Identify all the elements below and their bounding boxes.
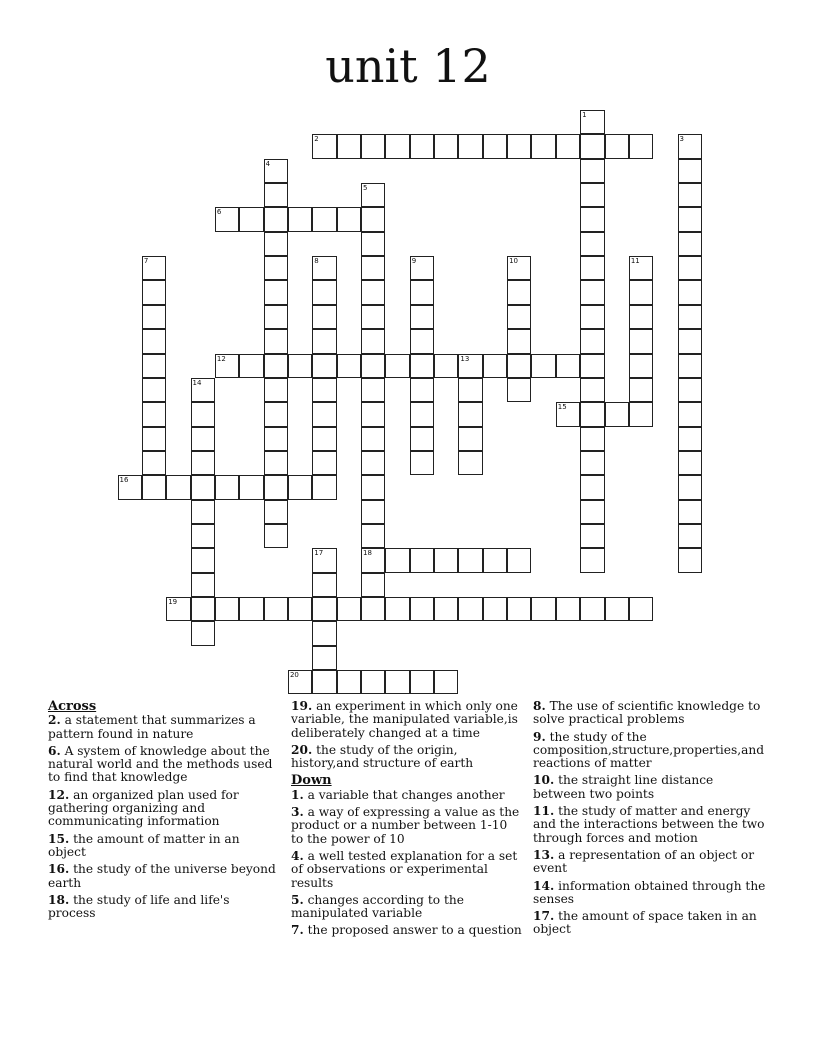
clues-column-1 bbox=[48, 700, 278, 924]
grid-cell[interactable] bbox=[458, 451, 482, 475]
down-clue-13: 13. a representation of an object or event bbox=[533, 847, 755, 876]
grid-cell[interactable] bbox=[361, 548, 385, 572]
grid-cell[interactable] bbox=[361, 256, 385, 280]
grid-cell[interactable] bbox=[556, 597, 580, 621]
grid-cell[interactable] bbox=[483, 597, 507, 621]
grid-cell[interactable] bbox=[678, 500, 702, 524]
grid-cell[interactable] bbox=[312, 207, 336, 231]
grid-cell[interactable] bbox=[191, 427, 215, 451]
grid-cell[interactable] bbox=[361, 597, 385, 621]
grid-cell[interactable] bbox=[191, 597, 215, 621]
grid-cell[interactable] bbox=[337, 670, 361, 694]
grid-cell[interactable] bbox=[678, 232, 702, 256]
grid-cell[interactable] bbox=[361, 232, 385, 256]
grid-cell[interactable] bbox=[458, 548, 482, 572]
grid-cell[interactable] bbox=[337, 207, 361, 231]
grid-cell[interactable] bbox=[264, 500, 288, 524]
grid-cell[interactable] bbox=[629, 329, 653, 353]
grid-cell[interactable] bbox=[580, 548, 604, 572]
grid-cell[interactable] bbox=[264, 597, 288, 621]
grid-cell[interactable] bbox=[580, 110, 604, 134]
grid-cell[interactable] bbox=[312, 621, 336, 645]
down-clue-8: 8. The use of scientific knowledge to solve practical problems bbox=[533, 699, 761, 727]
grid-cell[interactable] bbox=[288, 475, 312, 499]
grid-cell[interactable] bbox=[580, 305, 604, 329]
grid-cell[interactable] bbox=[507, 597, 531, 621]
grid-cell[interactable] bbox=[191, 573, 215, 597]
across-clue-6: 6. A system of knowledge about the natural world and the methods used to find that knowledge bbox=[48, 743, 273, 785]
across-clue-18: 18. the study of life and life's process bbox=[48, 892, 230, 921]
grid-cell[interactable] bbox=[580, 354, 604, 378]
cell-number: 10 bbox=[509, 257, 519, 266]
grid-cell[interactable] bbox=[678, 402, 702, 426]
grid-cell[interactable] bbox=[531, 354, 555, 378]
grid-cell[interactable] bbox=[142, 427, 166, 451]
grid-cell[interactable] bbox=[556, 402, 580, 426]
grid-cell[interactable] bbox=[312, 305, 336, 329]
grid-cell[interactable] bbox=[361, 134, 385, 158]
grid-cell[interactable] bbox=[458, 427, 482, 451]
grid-cell[interactable] bbox=[458, 354, 482, 378]
grid-cell[interactable] bbox=[580, 524, 604, 548]
grid-cell[interactable] bbox=[580, 280, 604, 304]
across-clue-19: 19. an experiment in which only one variable, the manipulated variable,is deliberately changed at a time bbox=[291, 699, 518, 740]
grid-cell[interactable] bbox=[410, 548, 434, 572]
grid-cell[interactable] bbox=[678, 280, 702, 304]
grid-cell[interactable] bbox=[312, 329, 336, 353]
grid-cell[interactable] bbox=[142, 475, 166, 499]
puzzle-title: unit 12 bbox=[325, 39, 491, 93]
grid-cell[interactable] bbox=[312, 548, 336, 572]
grid-cell[interactable] bbox=[361, 378, 385, 402]
grid-cell[interactable] bbox=[434, 597, 458, 621]
grid-cell[interactable] bbox=[361, 427, 385, 451]
grid-cell[interactable] bbox=[580, 183, 604, 207]
clues-column-2 bbox=[291, 700, 523, 942]
grid-cell[interactable] bbox=[605, 134, 629, 158]
grid-cell[interactable] bbox=[507, 378, 531, 402]
down-clue-17: 17. the amount of space taken in an object bbox=[533, 909, 757, 937]
grid-cell[interactable] bbox=[458, 597, 482, 621]
across-heading: Across bbox=[48, 699, 97, 714]
grid-cell[interactable] bbox=[312, 573, 336, 597]
grid-cell[interactable] bbox=[264, 159, 288, 183]
grid-cell[interactable] bbox=[434, 354, 458, 378]
grid-cell[interactable] bbox=[678, 451, 702, 475]
grid-cell[interactable] bbox=[264, 524, 288, 548]
grid-cell[interactable] bbox=[556, 354, 580, 378]
grid-cell[interactable] bbox=[264, 183, 288, 207]
grid-cell[interactable] bbox=[264, 329, 288, 353]
grid-cell[interactable] bbox=[215, 597, 239, 621]
grid-cell[interactable] bbox=[629, 280, 653, 304]
grid-cell[interactable] bbox=[410, 402, 434, 426]
grid-cell[interactable] bbox=[531, 134, 555, 158]
grid-cell[interactable] bbox=[483, 548, 507, 572]
grid-cell[interactable] bbox=[142, 305, 166, 329]
grid-cell[interactable] bbox=[312, 451, 336, 475]
across-clue-2: 2. a statement that summarizes a pattern found in nature bbox=[48, 713, 256, 741]
down-clue-7: 7. the proposed answer to a question bbox=[291, 923, 522, 938]
grid-cell[interactable] bbox=[361, 573, 385, 597]
cell-number: 6 bbox=[216, 208, 222, 217]
down-clue-1: 1. a variable that changes another bbox=[291, 787, 505, 802]
cell-number: 18 bbox=[363, 549, 372, 558]
grid-cell[interactable] bbox=[678, 159, 702, 183]
grid-cell[interactable] bbox=[142, 280, 166, 304]
grid-cell[interactable] bbox=[142, 451, 166, 475]
grid-cell[interactable] bbox=[361, 524, 385, 548]
grid-cell[interactable] bbox=[605, 597, 629, 621]
grid-cell[interactable] bbox=[507, 256, 531, 280]
grid-cell[interactable] bbox=[361, 670, 385, 694]
grid-cell[interactable] bbox=[385, 670, 409, 694]
grid-cell[interactable] bbox=[361, 354, 385, 378]
cell-number: 8 bbox=[314, 257, 319, 266]
grid-cell[interactable] bbox=[361, 500, 385, 524]
grid-cell[interactable] bbox=[312, 256, 336, 280]
grid-cell[interactable] bbox=[410, 305, 434, 329]
grid-cell[interactable] bbox=[458, 134, 482, 158]
grid-cell[interactable] bbox=[580, 451, 604, 475]
grid-cell[interactable] bbox=[142, 329, 166, 353]
grid-cell[interactable] bbox=[580, 378, 604, 402]
cell-number: 20 bbox=[289, 671, 299, 680]
grid-cell[interactable] bbox=[142, 378, 166, 402]
grid-cell[interactable] bbox=[239, 207, 263, 231]
grid-cell[interactable] bbox=[385, 354, 409, 378]
grid-cell[interactable] bbox=[580, 475, 604, 499]
cell-number: 15 bbox=[557, 403, 567, 412]
grid-cell[interactable] bbox=[264, 256, 288, 280]
grid-cell[interactable] bbox=[264, 207, 288, 231]
grid-cell[interactable] bbox=[507, 305, 531, 329]
grid-cell[interactable] bbox=[678, 329, 702, 353]
grid-cell[interactable] bbox=[142, 354, 166, 378]
grid-cell[interactable] bbox=[580, 500, 604, 524]
grid-cell[interactable] bbox=[629, 305, 653, 329]
grid-cell[interactable] bbox=[312, 597, 336, 621]
grid-cell[interactable] bbox=[142, 256, 166, 280]
grid-cell[interactable] bbox=[361, 280, 385, 304]
grid-cell[interactable] bbox=[507, 354, 531, 378]
grid-cell[interactable] bbox=[410, 354, 434, 378]
down-clue-4: 4. a well tested explanation for a set of observations or experimental results bbox=[291, 848, 518, 890]
grid-cell[interactable] bbox=[264, 354, 288, 378]
grid-cell[interactable] bbox=[215, 207, 239, 231]
across-clue-12: 12. an organized plan used for gathering organizing and communicating information bbox=[48, 787, 239, 829]
down-clue-5: 5. changes according to the manipulated variable bbox=[291, 892, 464, 921]
cell-number: 19 bbox=[168, 598, 178, 606]
grid-cell[interactable] bbox=[361, 329, 385, 353]
grid-cell[interactable] bbox=[580, 329, 604, 353]
grid-cell[interactable] bbox=[264, 305, 288, 329]
grid-cell[interactable] bbox=[239, 354, 263, 378]
grid-cell[interactable] bbox=[678, 354, 702, 378]
grid-cell[interactable] bbox=[458, 378, 482, 402]
grid-cell[interactable] bbox=[312, 280, 336, 304]
grid-cell[interactable] bbox=[142, 402, 166, 426]
across-clue-20: 20. the study of the origin, history,and structure of earth bbox=[291, 742, 474, 771]
grid-cell[interactable] bbox=[337, 354, 361, 378]
grid-cell[interactable] bbox=[312, 646, 336, 670]
grid-cell[interactable] bbox=[191, 402, 215, 426]
grid-cell[interactable] bbox=[264, 451, 288, 475]
grid-cell[interactable] bbox=[678, 207, 702, 231]
grid-cell[interactable] bbox=[312, 354, 336, 378]
grid-cell[interactable] bbox=[191, 524, 215, 548]
grid-cell[interactable] bbox=[312, 670, 336, 694]
grid-cell[interactable] bbox=[410, 256, 434, 280]
cell-number: 1 bbox=[582, 111, 587, 119]
grid-cell[interactable] bbox=[483, 134, 507, 158]
grid-cell[interactable] bbox=[191, 500, 215, 524]
grid-cell[interactable] bbox=[678, 548, 702, 572]
grid-cell[interactable] bbox=[264, 427, 288, 451]
grid-cell[interactable] bbox=[580, 134, 604, 158]
grid-cell[interactable] bbox=[166, 597, 190, 621]
grid-cell[interactable] bbox=[678, 378, 702, 402]
grid-cell[interactable] bbox=[264, 475, 288, 499]
grid-cell[interactable] bbox=[239, 475, 263, 499]
grid-cell[interactable] bbox=[580, 597, 604, 621]
grid-cell[interactable] bbox=[483, 354, 507, 378]
grid-cell[interactable] bbox=[410, 329, 434, 353]
grid-cell[interactable] bbox=[288, 670, 312, 694]
grid-cell[interactable] bbox=[678, 134, 702, 158]
grid-cell[interactable] bbox=[312, 134, 336, 158]
grid-cell[interactable] bbox=[410, 378, 434, 402]
down-clue-3: 3. a way of expressing a value as the product or a number between 1-10 to the power of 10 bbox=[291, 805, 520, 846]
grid-cell[interactable] bbox=[191, 475, 215, 499]
grid-cell[interactable] bbox=[629, 378, 653, 402]
grid-cell[interactable] bbox=[458, 402, 482, 426]
grid-cell[interactable] bbox=[385, 134, 409, 158]
cell-number: 14 bbox=[192, 378, 202, 387]
grid-cell[interactable] bbox=[264, 378, 288, 402]
grid-cell[interactable] bbox=[264, 280, 288, 304]
grid-cell[interactable] bbox=[556, 134, 580, 158]
grid-cell[interactable] bbox=[288, 597, 312, 621]
grid-cell[interactable] bbox=[580, 232, 604, 256]
grid-cell[interactable] bbox=[312, 475, 336, 499]
cell-number: 3 bbox=[679, 135, 685, 144]
grid-cell[interactable] bbox=[507, 548, 531, 572]
grid-cell[interactable] bbox=[264, 402, 288, 426]
grid-cell[interactable] bbox=[678, 427, 702, 451]
grid-cell[interactable] bbox=[118, 475, 142, 499]
grid-cell[interactable] bbox=[361, 305, 385, 329]
grid-cell[interactable] bbox=[191, 451, 215, 475]
grid-cell[interactable] bbox=[678, 183, 702, 207]
grid-cell[interactable] bbox=[629, 402, 653, 426]
grid-cell[interactable] bbox=[531, 597, 555, 621]
grid-cell[interactable] bbox=[678, 256, 702, 280]
grid-cell[interactable] bbox=[410, 427, 434, 451]
grid-cell[interactable] bbox=[191, 378, 215, 402]
grid-cell[interactable] bbox=[580, 402, 604, 426]
grid-cell[interactable] bbox=[605, 402, 629, 426]
cell-number: 17 bbox=[314, 549, 324, 558]
down-clue-10: 10. the straight line distance between two points bbox=[533, 773, 714, 801]
grid-cell[interactable] bbox=[580, 207, 604, 231]
grid-cell[interactable] bbox=[434, 548, 458, 572]
cell-number: 16 bbox=[119, 476, 129, 485]
cell-number: 12 bbox=[216, 354, 226, 363]
grid-cell[interactable] bbox=[434, 134, 458, 158]
grid-cell[interactable] bbox=[410, 280, 434, 304]
grid-cell[interactable] bbox=[629, 256, 653, 280]
grid-cell[interactable] bbox=[410, 134, 434, 158]
grid-cell[interactable] bbox=[239, 597, 263, 621]
grid-cell[interactable] bbox=[361, 207, 385, 231]
grid-cell[interactable] bbox=[215, 354, 239, 378]
grid-cell[interactable] bbox=[361, 451, 385, 475]
grid-cell[interactable] bbox=[629, 354, 653, 378]
grid-cell[interactable] bbox=[629, 134, 653, 158]
grid-cell[interactable] bbox=[507, 280, 531, 304]
grid-cell[interactable] bbox=[191, 548, 215, 572]
down-clue-11: 11. the study of matter and energy and the interactions between the two through forces and motion bbox=[533, 804, 765, 845]
grid-cell[interactable] bbox=[434, 670, 458, 694]
grid-cell[interactable] bbox=[678, 305, 702, 329]
across-clue-16: 16. the study of the universe beyond earth bbox=[48, 862, 276, 890]
cell-number: 9 bbox=[411, 257, 417, 266]
grid-cell[interactable] bbox=[166, 475, 190, 499]
grid-cell[interactable] bbox=[629, 597, 653, 621]
down-clue-9: 9. the study of the composition,structure,properties,and reactions of matter bbox=[533, 729, 765, 771]
across-clue-15: 15. the amount of matter in an object bbox=[48, 831, 240, 859]
cell-number: 13 bbox=[460, 354, 470, 363]
grid-cell[interactable] bbox=[288, 354, 312, 378]
grid-cell[interactable] bbox=[507, 134, 531, 158]
grid-cell[interactable] bbox=[580, 256, 604, 280]
grid-cell[interactable] bbox=[191, 621, 215, 645]
grid-cell[interactable] bbox=[678, 524, 702, 548]
grid-cell[interactable] bbox=[410, 451, 434, 475]
grid-cell[interactable] bbox=[361, 475, 385, 499]
grid-cell[interactable] bbox=[264, 232, 288, 256]
grid-cell[interactable] bbox=[580, 427, 604, 451]
clues-column-3 bbox=[533, 700, 769, 941]
grid-cell[interactable] bbox=[507, 329, 531, 353]
cell-number: 7 bbox=[143, 257, 149, 266]
grid-cell[interactable] bbox=[337, 597, 361, 621]
grid-cell[interactable] bbox=[312, 402, 336, 426]
grid-cell[interactable] bbox=[410, 597, 434, 621]
cell-number: 4 bbox=[265, 159, 271, 168]
grid-cell[interactable] bbox=[361, 183, 385, 207]
cell-number: 2 bbox=[314, 135, 319, 144]
down-clue-14: 14. information obtained through the senses bbox=[533, 878, 766, 906]
grid-cell[interactable] bbox=[361, 402, 385, 426]
down-heading: Down bbox=[291, 773, 332, 789]
grid-cell[interactable] bbox=[580, 159, 604, 183]
grid-cell[interactable] bbox=[385, 548, 409, 572]
cell-number: 11 bbox=[630, 257, 640, 266]
grid-cell[interactable] bbox=[410, 670, 434, 694]
grid-cell[interactable] bbox=[385, 597, 409, 621]
grid-cell[interactable] bbox=[337, 134, 361, 158]
cell-number: 5 bbox=[363, 184, 368, 193]
grid-cell[interactable] bbox=[288, 207, 312, 231]
grid-cell[interactable] bbox=[678, 475, 702, 499]
grid-cell[interactable] bbox=[215, 475, 239, 499]
grid-cell[interactable] bbox=[312, 378, 336, 402]
grid-cell[interactable] bbox=[312, 427, 336, 451]
